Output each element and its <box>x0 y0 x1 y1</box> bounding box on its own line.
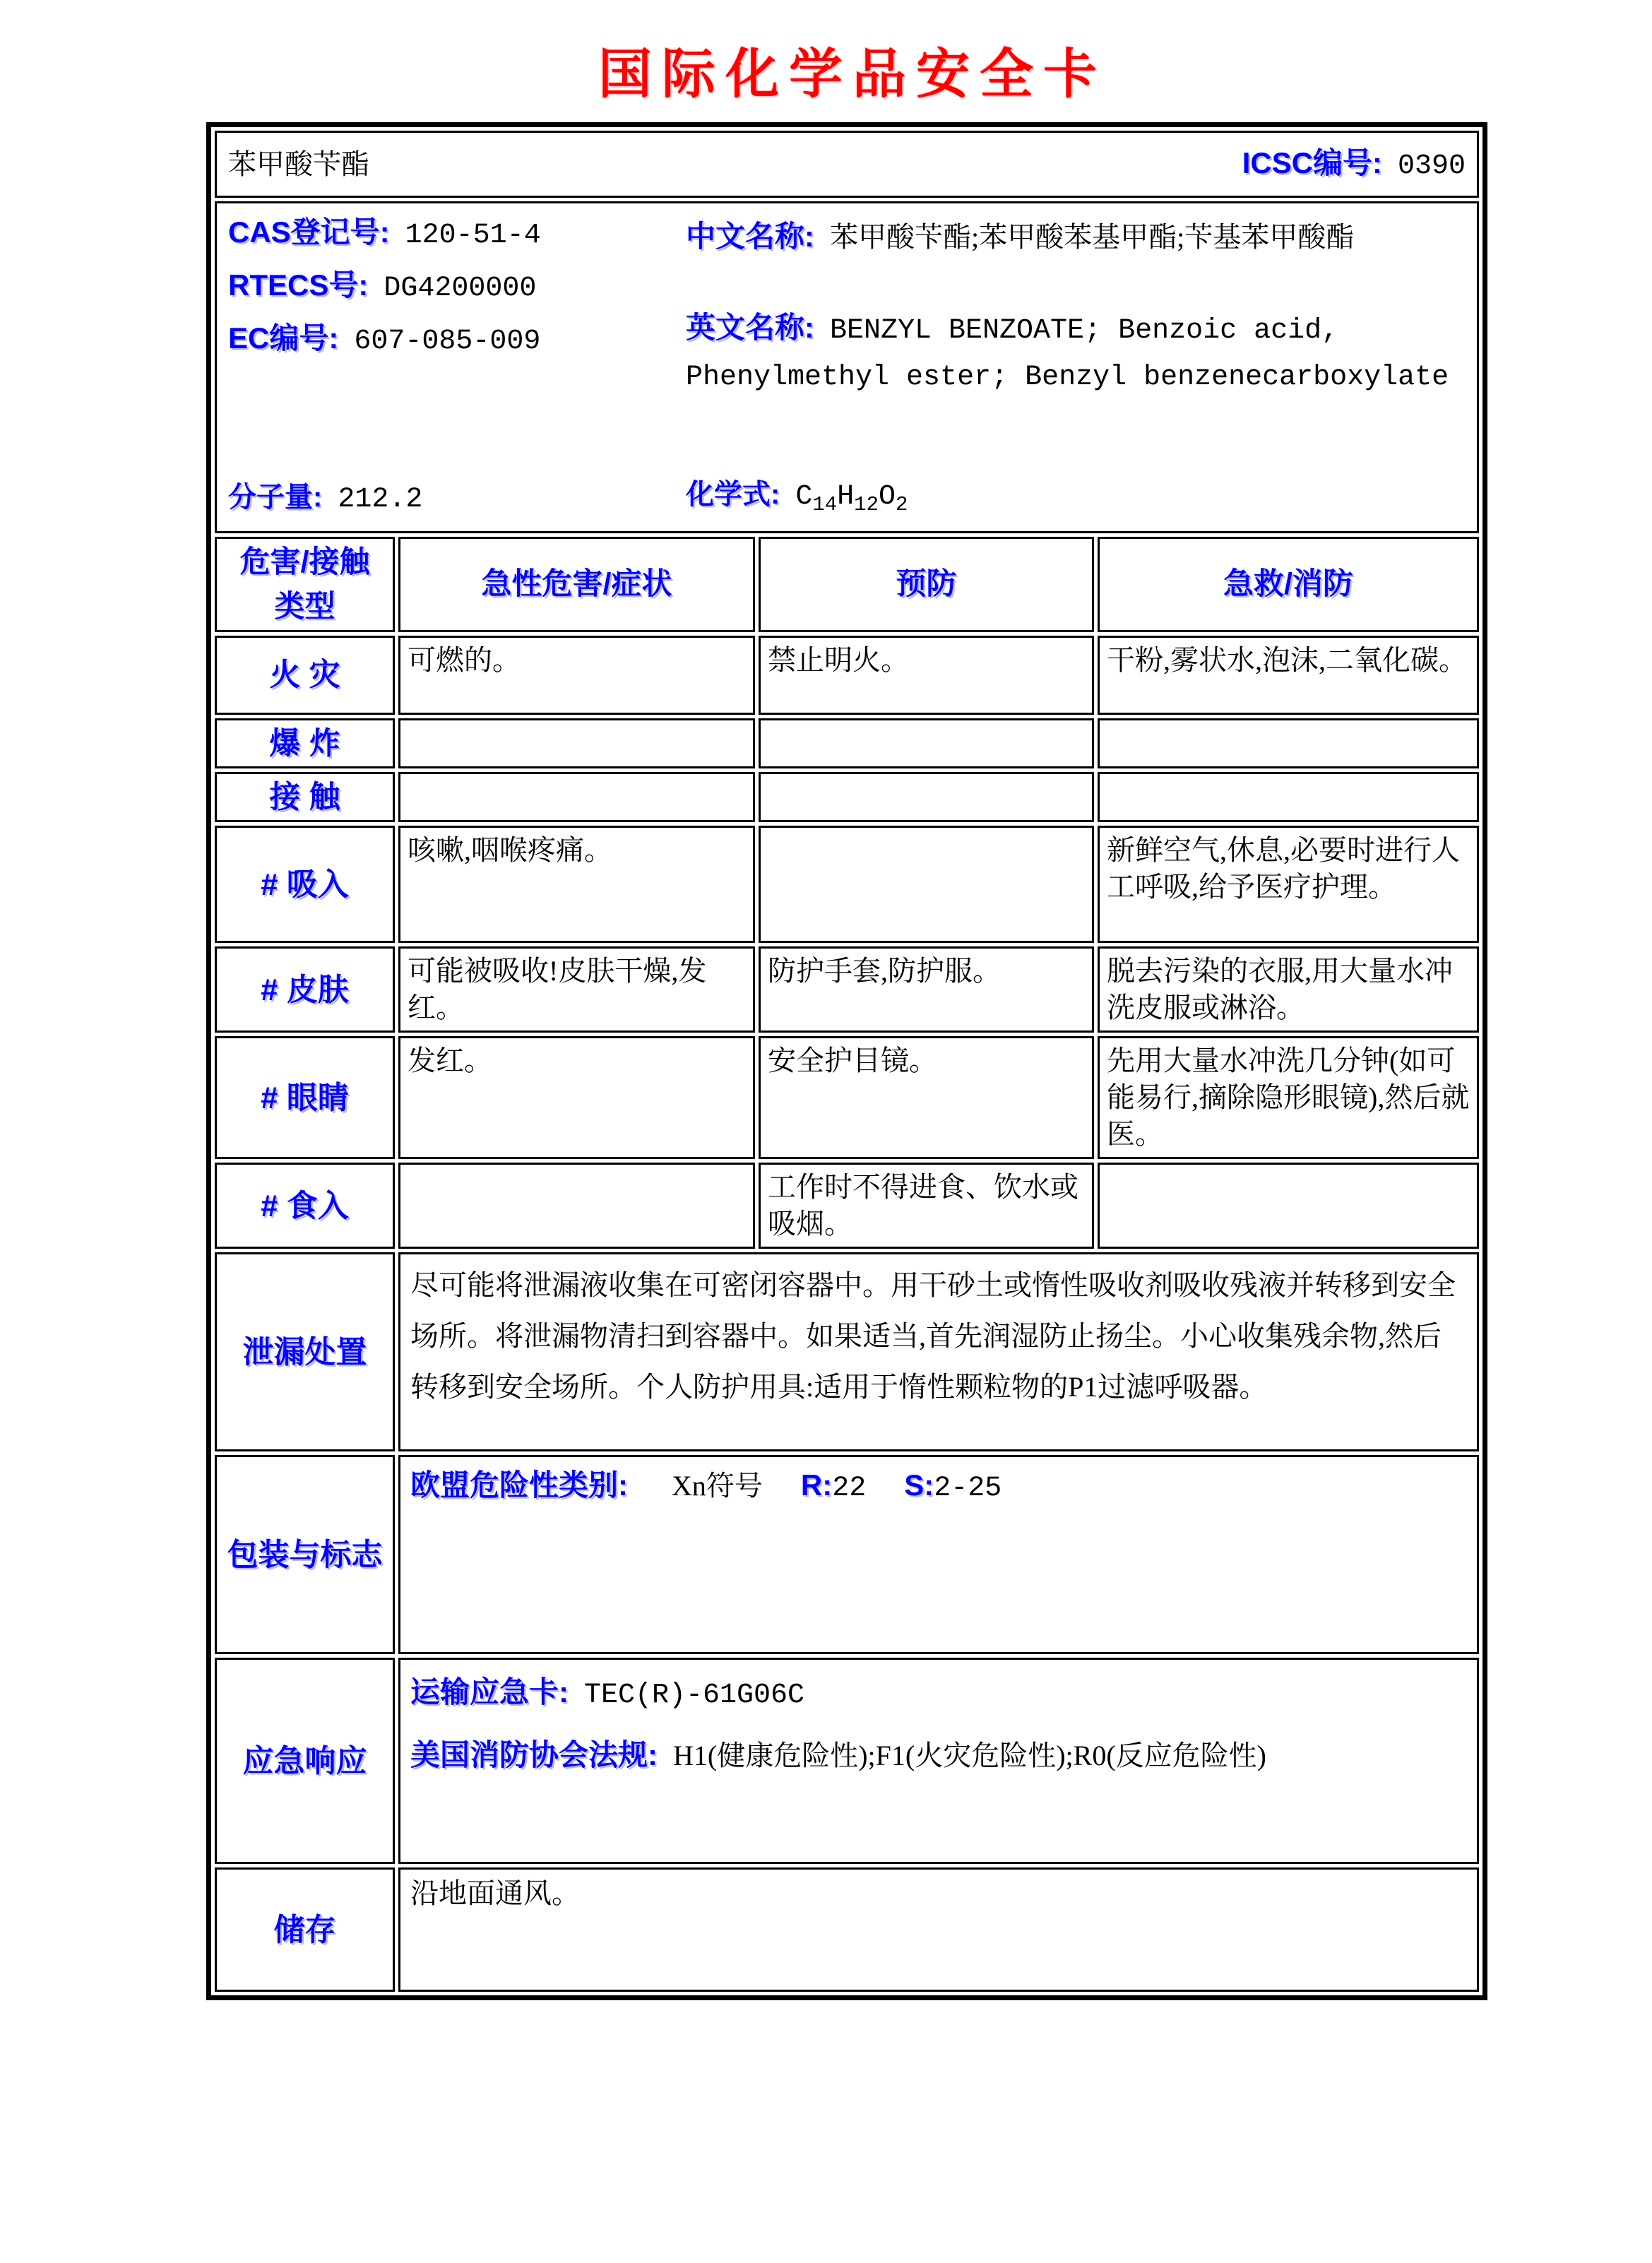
document-page <box>206 0 1499 2000</box>
chinese-name-label: 中文名称: <box>686 220 814 253</box>
eyes-symptoms-cell: 发红。 <box>398 1036 755 1159</box>
explosion-label-cell: 爆 炸 <box>215 718 395 768</box>
spillage-label-cell: 泄漏处置 <box>215 1252 395 1451</box>
transport-card-value: TEC(R)-61G06C <box>584 1680 805 1712</box>
skin-prevention-cell: 防护手套,防护服。 <box>759 946 1094 1033</box>
contact-symptoms-cell <box>398 772 755 822</box>
emergency-row <box>215 1658 1479 1864</box>
explosion-symptoms-cell <box>398 718 755 768</box>
ingestion-label-cell: # 食入 <box>215 1163 395 1249</box>
identifiers-cell <box>215 201 1479 533</box>
spillage-content-cell <box>398 1252 1479 1451</box>
molecular-weight-line <box>228 479 686 518</box>
r-phrase-value: 22 <box>832 1473 867 1505</box>
name-cell <box>215 131 1479 198</box>
emergency-content-cell <box>398 1658 1479 1864</box>
r-phrase-label: R: <box>800 1468 833 1502</box>
inhalation-row <box>215 826 1479 943</box>
icsc-number-group <box>1242 144 1466 185</box>
s-phrase-label: S: <box>904 1468 934 1502</box>
rtecs-label: RTECS号: <box>228 268 369 302</box>
cas-label: CAS登记号: <box>228 215 390 249</box>
chemical-formula: $C_{14}H_{12}O_2$ <box>795 481 908 517</box>
explosion-firstaid-cell <box>1098 718 1479 768</box>
transport-card-label: 运输应急卡: <box>410 1675 569 1709</box>
ingestion-firstaid-cell <box>1098 1163 1479 1249</box>
contact-prevention-cell <box>759 772 1094 822</box>
eu-classification-line <box>410 1463 1467 1510</box>
fire-row <box>215 636 1479 715</box>
name-row <box>215 131 1479 198</box>
molecular-weight-value: 212.2 <box>338 484 423 516</box>
transport-card-line <box>410 1665 1467 1721</box>
spillage-row <box>215 1252 1479 1451</box>
contact-firstaid-cell <box>1098 772 1479 822</box>
cas-value: 120-51-4 <box>405 220 541 251</box>
page-title: 国际化学品安全卡 <box>598 42 1107 105</box>
ec-value: 607-085-009 <box>354 326 541 357</box>
icsc-card-table <box>206 122 1487 2000</box>
contact-row <box>215 772 1479 822</box>
packaging-content-cell <box>398 1455 1479 1654</box>
rtecs-value: DG4200000 <box>384 273 537 304</box>
header-acute-hazards: 急性危害/症状 <box>398 537 755 632</box>
molecular-weight-label: 分子量: <box>228 482 323 513</box>
nfpa-label: 美国消防协会法规: <box>410 1738 658 1772</box>
ec-label: EC编号: <box>228 321 339 355</box>
chemical-name: 苯甲酸苄酯 <box>228 148 369 180</box>
packaging-row <box>215 1455 1479 1654</box>
ec-line <box>228 319 686 360</box>
s-phrase-value: 2-25 <box>934 1473 1002 1505</box>
skin-firstaid-cell: 脱去污染的衣服,用大量水冲洗皮服或淋浴。 <box>1098 946 1479 1033</box>
formula-line <box>686 476 1466 518</box>
icsc-number-value: 0390 <box>1398 150 1466 182</box>
identifiers-right-column <box>686 213 1466 521</box>
inhalation-symptoms-cell: 咳嗽,咽喉疼痛。 <box>398 826 755 943</box>
ingestion-prevention-cell: 工作时不得进食、饮水或吸烟。 <box>759 1163 1094 1249</box>
english-name-value: BENZYL BENZOATE; Benzoic acid, Phenylmethyl ester; Benzyl benzenecarboxylate <box>686 315 1449 394</box>
header-firstaid-firefighting: 急救/消防 <box>1098 537 1479 632</box>
ingestion-symptoms-cell <box>398 1163 755 1249</box>
explosion-row <box>215 718 1479 768</box>
nfpa-value: H1(健康危险性);F1(火灾危险性);R0(反应危险性) <box>673 1740 1266 1772</box>
eu-classification-label: 欧盟危险性类别: <box>410 1468 628 1502</box>
fire-symptoms-cell: 可燃的。 <box>398 636 755 715</box>
icsc-number-label: ICSC编号: <box>1242 145 1383 179</box>
identifiers-row <box>215 201 1479 533</box>
storage-content-cell: 沿地面通风。 <box>398 1867 1479 1992</box>
contact-label-cell: 接 触 <box>215 772 395 822</box>
skin-row <box>215 946 1479 1033</box>
chinese-name-line <box>686 213 1466 259</box>
eyes-label-cell: # 眼睛 <box>215 1036 395 1159</box>
header-hazard-type: 危害/接触 类型 <box>215 537 395 632</box>
eyes-firstaid-cell: 先用大量水冲洗几分钟(如可能易行,摘除隐形眼镜),然后就医。 <box>1098 1036 1479 1159</box>
inhalation-firstaid-cell: 新鲜空气,休息,必要时进行人工呼吸,给予医疗护理。 <box>1098 826 1479 943</box>
identifiers-left-column <box>228 213 686 521</box>
eu-symbol: Xn符号 <box>672 1470 763 1502</box>
fire-label-cell: 火 灾 <box>215 636 395 715</box>
eyes-prevention-cell: 安全护目镜。 <box>759 1036 1094 1159</box>
formula-label: 化学式: <box>686 479 780 511</box>
cas-line <box>228 213 686 254</box>
chinese-name-value: 苯甲酸苄酯;苯甲酸苯基甲酯;苄基苯甲酸酯 <box>830 221 1355 253</box>
inhalation-prevention-cell <box>759 826 1094 943</box>
skin-label-cell: # 皮肤 <box>215 946 395 1033</box>
rtecs-line <box>228 266 686 307</box>
packaging-label-cell: 包装与标志 <box>215 1455 395 1654</box>
skin-symptoms-cell: 可能被吸收!皮肤干燥,发红。 <box>398 946 755 1033</box>
explosion-prevention-cell <box>759 718 1094 768</box>
nfpa-line <box>410 1728 1467 1782</box>
hazard-header-row <box>215 537 1479 632</box>
english-name-label: 英文名称: <box>686 311 814 345</box>
emergency-label-cell: 应急响应 <box>215 1658 395 1864</box>
fire-firstaid-cell: 干粉,雾状水,泡沫,二氧化碳。 <box>1098 636 1479 715</box>
storage-row <box>215 1867 1479 1992</box>
inhalation-label-cell: # 吸入 <box>215 826 395 943</box>
ingestion-row <box>215 1163 1479 1249</box>
spillage-text: 尽可能将泄漏液收集在可密闭容器中。用干砂土或惰性吸收剂吸收残液并转移到安全场所。将泄漏物清扫到容器中。如果适当,首先润湿防止扬尘。小心收集残余物,然后转移到安全场所。个人防护用具:适用于惰性颗粒物的P1过滤呼吸器。 <box>410 1269 1456 1403</box>
storage-label-cell: 储存 <box>215 1867 395 1992</box>
eyes-row <box>215 1036 1479 1159</box>
english-name-line <box>686 304 1466 400</box>
fire-prevention-cell: 禁止明火。 <box>759 636 1094 715</box>
header-prevention: 预防 <box>759 537 1094 632</box>
